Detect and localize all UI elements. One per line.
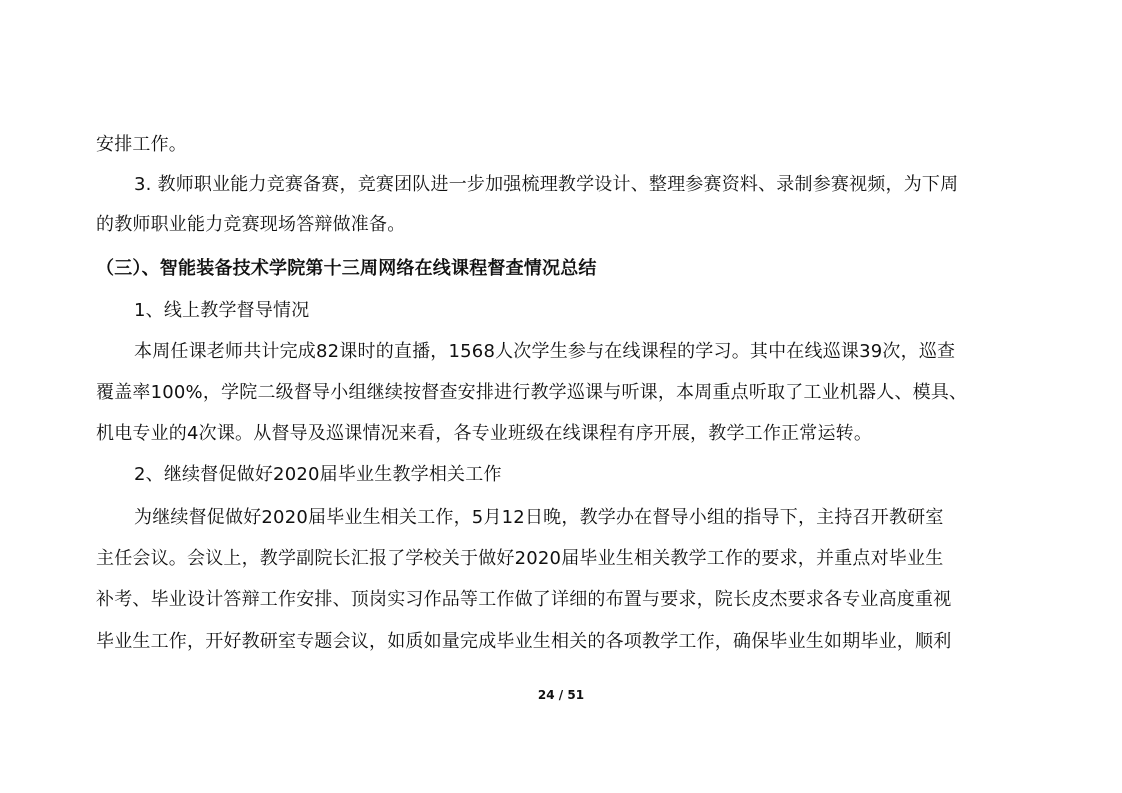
paragraph-line: 本周任课老师共计完成82课时的直播，1568人次学生参与在线课程的学习。其中在线巡课39次，巡查 (134, 341, 956, 362)
paragraph-line: 主任会议。会议上，教学副院长汇报了学校关于做好2020届毕业生相关教学工作的要求，并重点对毕业生 (96, 548, 944, 569)
page-number: 24 / 51 (537, 688, 585, 702)
paragraph-line: 为继续督促做好2020届毕业生相关工作，5月12日晚，教学办在督导小组的指导下，主持召开教研室 (134, 507, 944, 528)
subheading-2: 2、继续督促做好2020届毕业生教学相关工作 (134, 464, 502, 485)
paragraph-line: 毕业生工作，开好教研室专题会议，如质如量完成毕业生相关的各项教学工作，确保毕业生如期毕业，顺利 (96, 631, 952, 652)
text-line: 的教师职业能力竞赛现场答辩做准备。 (96, 214, 406, 235)
paragraph-line: 覆盖率100%，学院二级督导小组继续按督查安排进行教学巡课与听课，本周重点听取了工业机器人、模具、 (96, 382, 968, 403)
subheading-1: 1、线上教学督导情况 (134, 300, 310, 321)
paragraph-line: 机电专业的4次课。从督导及巡课情况来看，各专业班级在线课程有序开展，教学工作正常运转。 (96, 423, 873, 444)
paragraph-line: 补考、毕业设计答辩工作安排、顶岗实习作品等工作做了详细的布置与要求，院长皮杰要求各专业高度重视 (96, 589, 952, 610)
section-heading: （三）、智能装备技术学院第十三周网络在线课程督查情况总结 (96, 258, 597, 279)
list-item-3: 3. 教师职业能力竞赛备赛，竞赛团队进一步加强梳理教学设计、整理参赛资料、录制参赛视频，为下周 (134, 174, 959, 195)
text-line-continuation: 安排工作。 (96, 134, 187, 155)
